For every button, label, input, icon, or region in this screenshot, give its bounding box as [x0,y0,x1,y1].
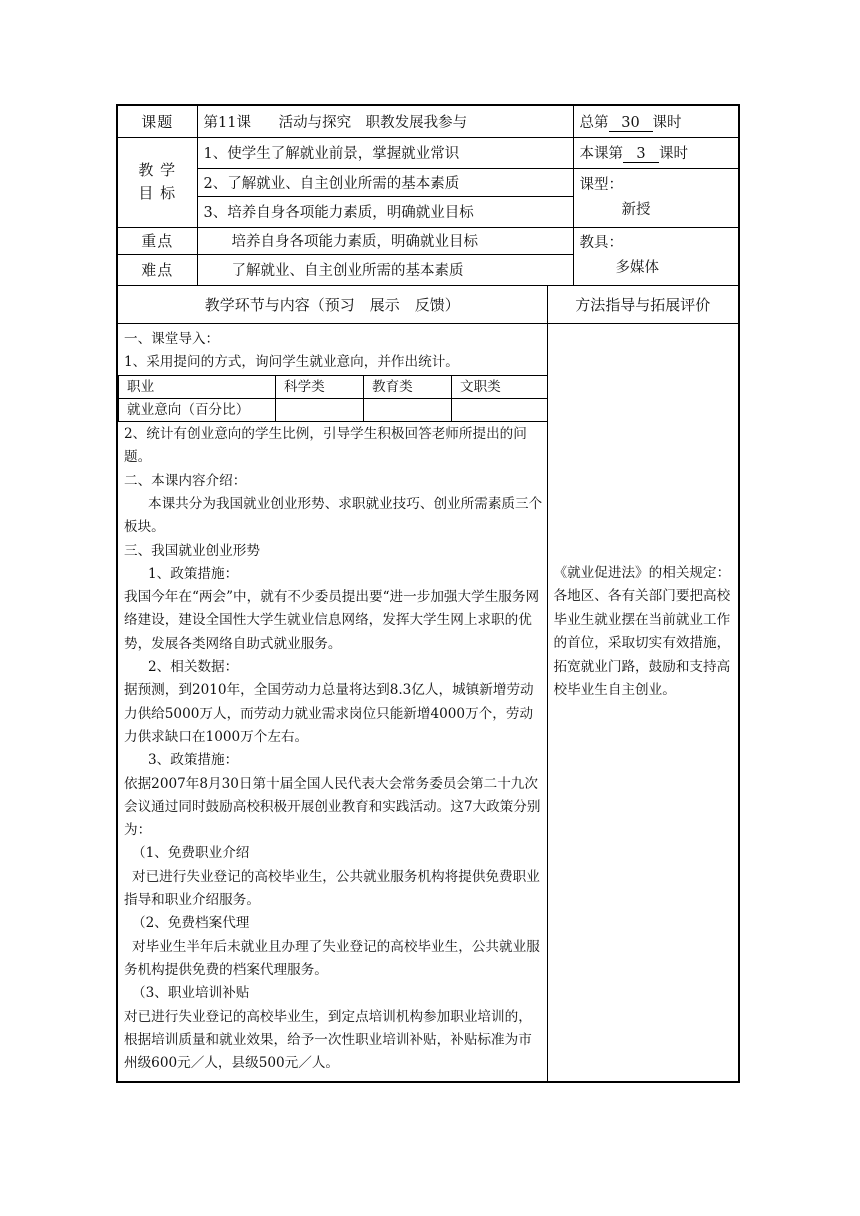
policy-3-text: 依据2007年8月30日第十届全国人民代表大会常务委员会第二十九次会议通过同时鼓励高校积极开展创业教育和实践活动。这7大政策分别为： [124,775,541,839]
data-text: 据预测，到2010年，全国劳动力总量将达到8.3亿人，城镇新增劳动力供给5000万人，而劳动力就业需求岗位只能新增4000万个，劳动力供求缺口在1000万个左右。 [124,682,534,745]
type-label: 课型： [579,176,624,193]
goal-3: 3、培养自身各项能力素质，明确就业目标 [197,196,573,227]
topic-label: 课题 [117,105,197,137]
teaching-content [117,323,547,1082]
diff-value: 了解就业、自主创业所需的基本素质 [197,254,573,285]
section-1-item-1: 1、采用提问的方式，询问学生就业意向，并作出统计。 [124,353,459,370]
goal-label-text: 教 学 目 标 [138,161,177,202]
section-1-title: 一、课堂导入： [124,330,220,347]
total-suffix: 课时 [652,114,682,131]
lesson-type [573,168,739,227]
col-left-heading: 教学环节与内容（预习 展示 反馈） [117,285,547,323]
section-1-item-2: 2、统计有创业意向的学生比例，引导学生积极回答老师所提出的问题。 [124,426,527,466]
side-note-cell [547,323,739,1082]
this-hours [573,137,739,168]
type-value: 新授 [621,201,651,218]
goal-1: 1、使学生了解就业前景，掌握就业常识 [197,137,573,168]
diff-label: 难点 [117,254,197,285]
survey-header-science: 科学类 [276,376,364,399]
total-num: 30 [609,115,653,132]
section-2-text: 本课共分为我国就业创业形势、求职就业技巧、创业所需素质三个板块。 [124,495,543,536]
topic-cell [197,105,573,137]
this-prefix: 本课第 [579,146,624,162]
lesson-plan-page [116,104,738,1083]
policy-1-title: 1、政策措施： [148,565,239,582]
tool-value: 多媒体 [615,260,660,276]
col-right-heading: 方法指导与拓展评价 [547,285,739,323]
survey-table [118,375,548,422]
topic-title: 活动与探究 职教发展我参与 [278,114,468,131]
measure-3-title: （3、职业培训补贴 [132,985,250,1002]
side-note: 《就业促进法》的相关规定：各地区、各有关部门要把高校毕业生就业摆在当前就业工作的首位，采取切实有效措施，拓宽就业门路，鼓励和支持高校毕业生自主创业。 [553,564,731,699]
measure-1-text: 对已进行失业登记的高校毕业生，公共就业服务机构将提供免费职业指导和职业介绍服务。 [124,868,540,909]
survey-cell [364,399,452,422]
measure-2-title: （2、免费档案代理 [132,915,250,932]
total-prefix: 总第 [579,114,609,131]
survey-cell [276,399,364,422]
survey-header-clerical: 文职类 [452,376,548,399]
survey-header-education: 教育类 [364,376,452,399]
survey-row-label: 就业意向（百分比） [119,399,276,422]
survey-header-job: 职业 [119,376,276,399]
teaching-tools [573,227,739,285]
this-suffix: 课时 [659,146,689,162]
key-value: 培养自身各项能力素质，明确就业目标 [197,227,573,254]
total-hours [573,105,739,137]
lesson-plan-table [116,104,740,1083]
this-num: 3 [623,146,659,163]
policy-3-title: 3、政策措施： [148,752,239,769]
section-3-title: 三、我国就业创业形势 [124,542,260,559]
goal-label [117,137,197,227]
tool-label: 教具： [579,235,624,251]
key-label: 重点 [117,227,197,254]
policy-1-text: 我国今年在“两会”中，就有不少委员提出要“进一步加强大学生服务网络建设，建设全国性大学生就业信息网络，发挥大学生网上求职的优势，发展各类网络自助式就业服务。 [124,589,540,652]
measure-1-title: （1、免费职业介绍 [132,845,250,862]
data-title: 2、相关数据： [148,659,239,676]
topic-lesson: 第11课 [203,114,251,131]
survey-cell [452,399,548,422]
measure-2-text: 对毕业生半年后未就业且办理了失业登记的高校毕业生，公共就业服务机构提供免费的档案代理服务。 [124,938,540,978]
section-2-title: 二、本课内容介绍： [124,472,247,489]
goal-2: 2、了解就业、自主创业所需的基本素质 [197,168,573,196]
measure-3-text: 对已进行失业登记的高校毕业生，到定点培训机构参加职业培训的，根据培训质量和就业效果，给予一次性职业培训补贴，补贴标准为市州级600元／人，县级500元／人。 [124,1008,532,1072]
